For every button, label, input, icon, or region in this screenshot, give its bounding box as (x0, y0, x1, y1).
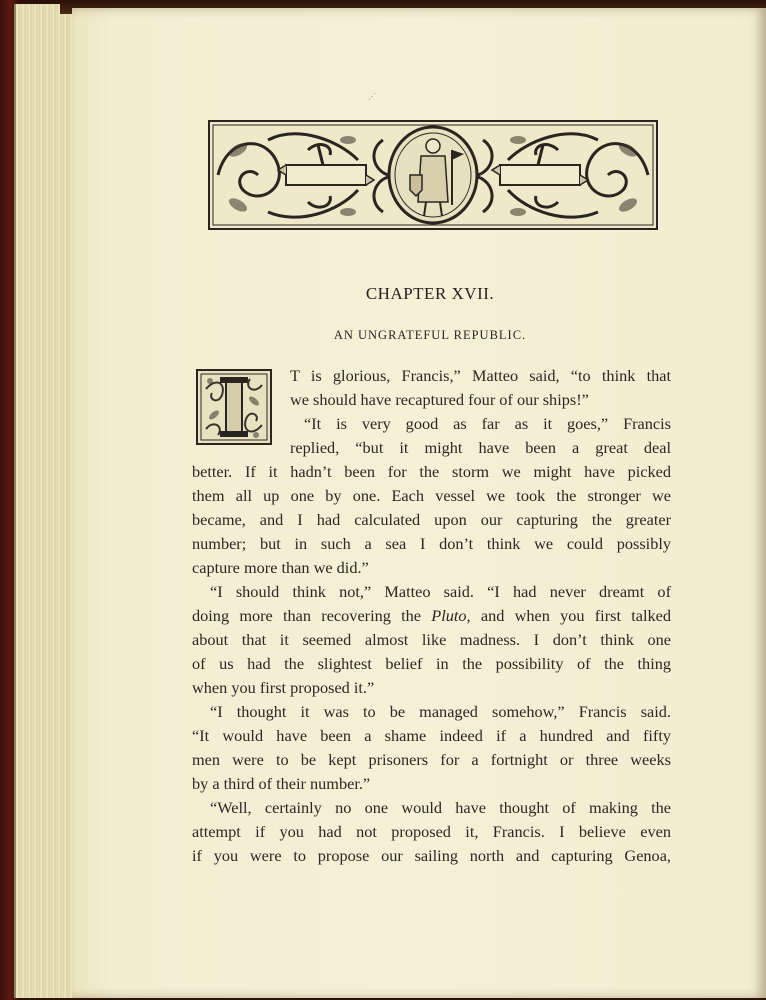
body-text (192, 364, 671, 868)
text-line: of us had the slightest belief in the possibility of the thing (192, 654, 671, 673)
text-fragment: doing more than recovering the (192, 606, 432, 625)
scan-speck: ⋰ (368, 92, 376, 101)
text-line: by a third of their number.” (192, 774, 371, 793)
text-line: “It would have been a shame indeed if a hundred and fifty (192, 726, 671, 745)
text-line: T is glorious, Francis,” Matteo said, “to think that (290, 366, 671, 385)
ornamental-headpiece (208, 120, 658, 230)
chapter-title: CHAPTER XVII. (365, 284, 495, 303)
ship-name: Pluto (431, 606, 467, 625)
chapter-subtitle: AN UNGRATEFUL REPUBLIC. (333, 328, 527, 342)
text-line: we should have recaptured four of our ships!” (290, 390, 589, 409)
text-line: men were to be kept prisoners for a fortnight or three weeks (192, 750, 671, 769)
text-line: “I should think not,” Matteo said. “I had never dreamt of (210, 582, 671, 601)
text-line: them all up one by one. Each vessel we took the stronger we (192, 486, 671, 505)
text-fragment: , and when you first talked (466, 606, 672, 625)
text-line: if you were to propose our sailing north and capturing Genoa, (192, 846, 671, 865)
text-line: “I thought it was to be managed somehow,” Francis said. (210, 702, 671, 721)
text-line: about that it seemed almost like madness. I don’t think one (192, 630, 671, 649)
text-line: capture more than we did.” (192, 558, 369, 577)
text-line: replied, “but it might have been a great deal (290, 438, 671, 457)
text-line: “Well, certainly no one would have thought of making the (210, 798, 671, 817)
text-line: number; but in such a sea I don’t think we could possibly (192, 534, 671, 553)
text-line: became, and I had calculated upon our capturing the greater (192, 510, 671, 529)
text-line: “It is very good as far as it goes,” Francis (304, 414, 671, 433)
text-line: when you first proposed it.” (192, 678, 375, 697)
text-line (192, 604, 671, 628)
text-line: attempt if you had not proposed it, Francis. I believe even (192, 822, 671, 841)
text-line: better. If it hadn’t been for the storm we might have picked (192, 462, 671, 481)
